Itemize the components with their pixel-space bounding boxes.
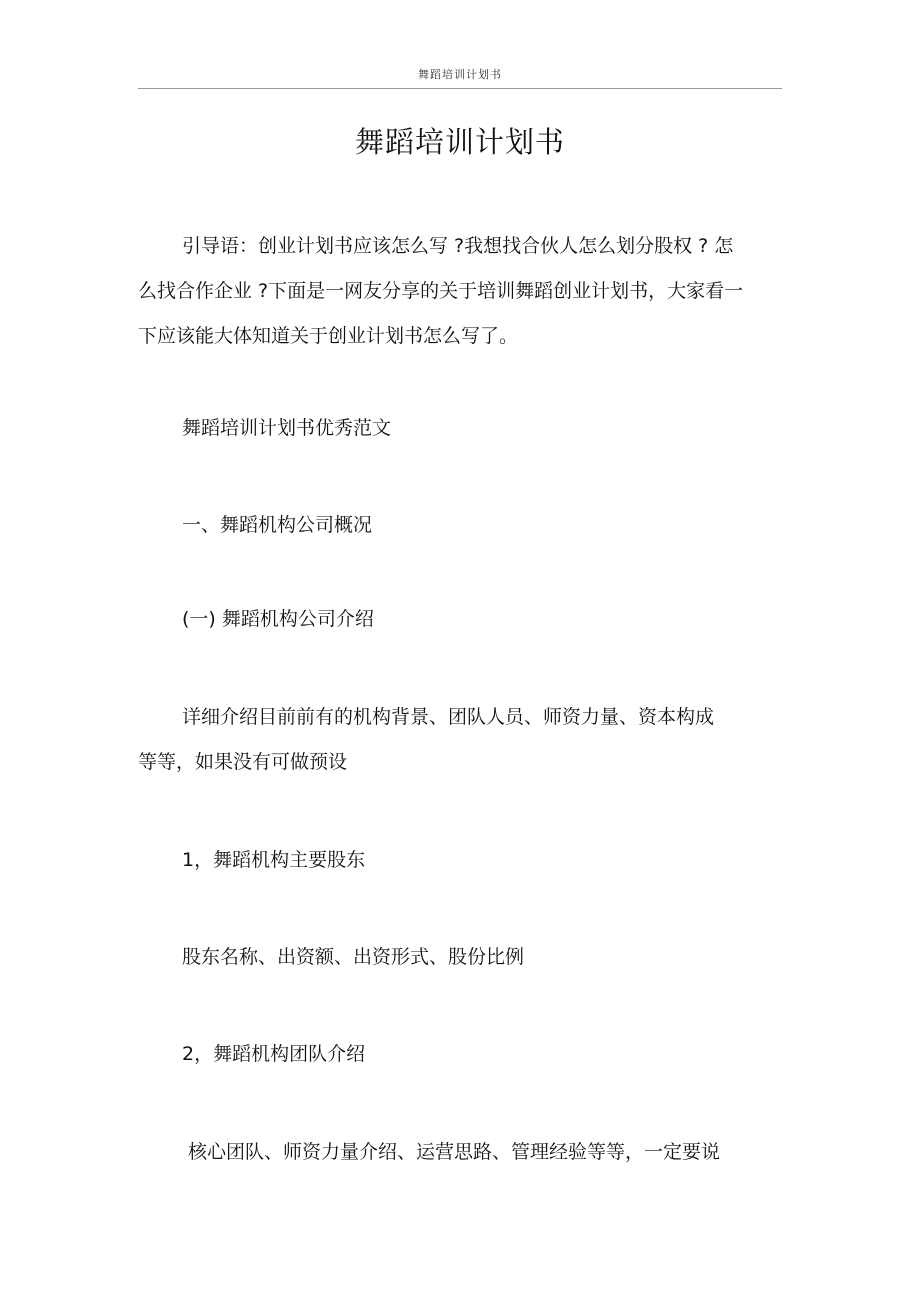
item-2-heading: 2，舞蹈机构团队介绍: [182, 1043, 366, 1065]
subtitle-paragraph: [138, 406, 782, 451]
detail-paragraph: [138, 695, 782, 785]
detail-line-1: 详细介绍目前前有的机构背景、团队人员、师资力量、资本构成: [182, 706, 715, 728]
section-heading: [138, 503, 782, 548]
item-2-text: 核心团队、师资力量介绍、运营思路、管理经验等等，一定要说: [188, 1141, 721, 1163]
section-1-heading: 一、舞蹈机构公司概况: [182, 514, 373, 536]
detail-line-2: 等等，如果没有可做预设: [138, 751, 348, 773]
item-1-heading-paragraph: [138, 838, 782, 883]
intro-paragraph: [138, 224, 782, 359]
item-1-heading: 1，舞蹈机构主要股东: [182, 849, 366, 871]
document-title: 舞蹈培训计划书: [354, 125, 565, 159]
intro-line-2: 么找合作企业 ?下面是一网友分享的关于培训舞蹈创业计划书，大家看一: [138, 280, 744, 302]
header-divider: [138, 88, 782, 89]
item-1-text: 股东名称、出资额、出资形式、股份比例: [182, 946, 525, 968]
subsection-1-heading: (一) 舞蹈机构公司介绍: [182, 608, 374, 630]
subsection-heading: [138, 597, 782, 642]
intro-line-3: 下应该能大体知道关于创业计划书怎么写了。: [138, 325, 519, 347]
intro-line-1: 引导语：创业计划书应该怎么写 ?我想找合伙人怎么划分股权 ? 怎: [182, 235, 734, 257]
running-header: 舞蹈培训计划书: [418, 68, 502, 81]
item-2-text-paragraph: [138, 1130, 782, 1175]
item-2-heading-paragraph: [138, 1032, 782, 1077]
subtitle-text: 舞蹈培训计划书优秀范文: [182, 417, 392, 439]
item-1-text-paragraph: [138, 935, 782, 980]
